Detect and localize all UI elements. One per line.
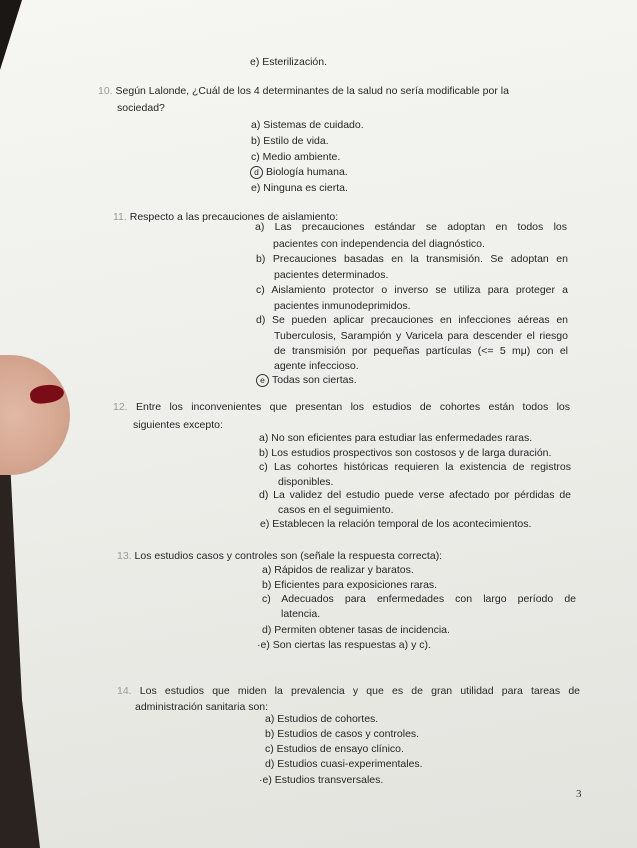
option-text: b) Precauciones basadas en la transmisión. Se adoptan en [256,253,568,265]
option-text: pacientes con independencia del diagnóstico. [273,238,485,250]
option-text: latencia. [281,608,321,620]
option-text: pacientes inmunodeprimidos. [274,300,411,312]
option-text: c) Medio ambiente. [251,151,341,163]
option-text: ·e) Estudios transversales. [259,774,384,786]
question-text: siguientes excepto: [133,419,223,431]
option-text: b) Los estudios prospectivos son costosos y de larga duración. [259,447,552,459]
option-text: d) La validez del estudio puede verse afectado por pérdidas de [259,489,571,501]
option-text: c) Las cohortes históricas requieren la existencia de registros [259,461,571,473]
question-text: Los estudios que miden la prevalencia y que es de gran utilidad para tareas de [139,685,581,697]
option-text: b) Estudios de casos y controles. [265,728,420,740]
option-text: c) Aislamiento protector o inverso se utiliza para proteger a [256,284,568,296]
option-text: c) Estudios de ensayo clínico. [265,743,404,755]
question-text: Los estudios casos y controles son (señale la respuesta correcta): [134,550,443,562]
option-text: b) Eficientes para exposiciones raras. [262,579,438,591]
option-text: d) Se pueden aplicar precauciones en infecciones aéreas en [256,314,568,326]
question-text: sociedad? [117,102,165,114]
option-text: a) Rápidos de realizar y baratos. [262,564,414,576]
option-text: de transmisión por pequeñas partículas (<= 5 mμ) con el [274,345,568,357]
option-text: e) Esterilización. [250,56,328,68]
option-text: b) Estilo de vida. [251,135,329,147]
option-text: a) Sistemas de cuidado. [251,119,364,131]
option-text: a) Las precauciones estándar se adoptan en todos los [255,221,567,233]
page-number: 3 [576,788,582,800]
answer-circle-mark: d [250,166,263,179]
option-text: ·e) Son ciertas las respuestas a) y c). [257,639,431,651]
option-text: d) Estudios cuasi-experimentales. [265,758,423,770]
option-text: agente infeccioso. [274,360,359,372]
option-text: c) Adecuados para enfermedades con largo período de [262,593,576,605]
question-text: administración sanitaria son: [135,701,269,713]
answer-circle-mark: e [256,374,269,387]
question-number: 13. [117,550,132,562]
option-text: e) Establecen la relación temporal de los acontecimientos. [260,518,532,530]
option-text: Todas son ciertas. [272,374,357,386]
question-text: Según Lalonde, ¿Cuál de los 4 determinantes de la salud no sería modificable por la [115,85,509,97]
question-number: 12. [113,401,128,413]
option-text: a) No son eficientes para estudiar las enfermedades raras. [259,432,533,444]
option-text: d) Permiten obtener tasas de incidencia. [262,624,450,636]
question-number: 10. [98,85,113,97]
option-text: disponibles. [278,476,334,488]
question-number: 11. [113,211,127,223]
option-text: Tuberculosis, Sarampión y Varicela para descender el riesgo [274,330,568,342]
question-number: 14. [117,685,132,697]
question-text: Respecto a las precauciones de aislamiento: [129,211,339,223]
option-text: a) Estudios de cohortes. [265,713,379,725]
question-text: Entre los inconvenientes que presentan los estudios de cohortes están todos los [135,401,571,413]
option-text: Biología humana. [266,166,348,178]
option-text: casos en el seguimiento. [278,504,394,516]
option-text: pacientes determinados. [274,269,389,281]
option-text: e) Ninguna es cierta. [251,182,348,194]
